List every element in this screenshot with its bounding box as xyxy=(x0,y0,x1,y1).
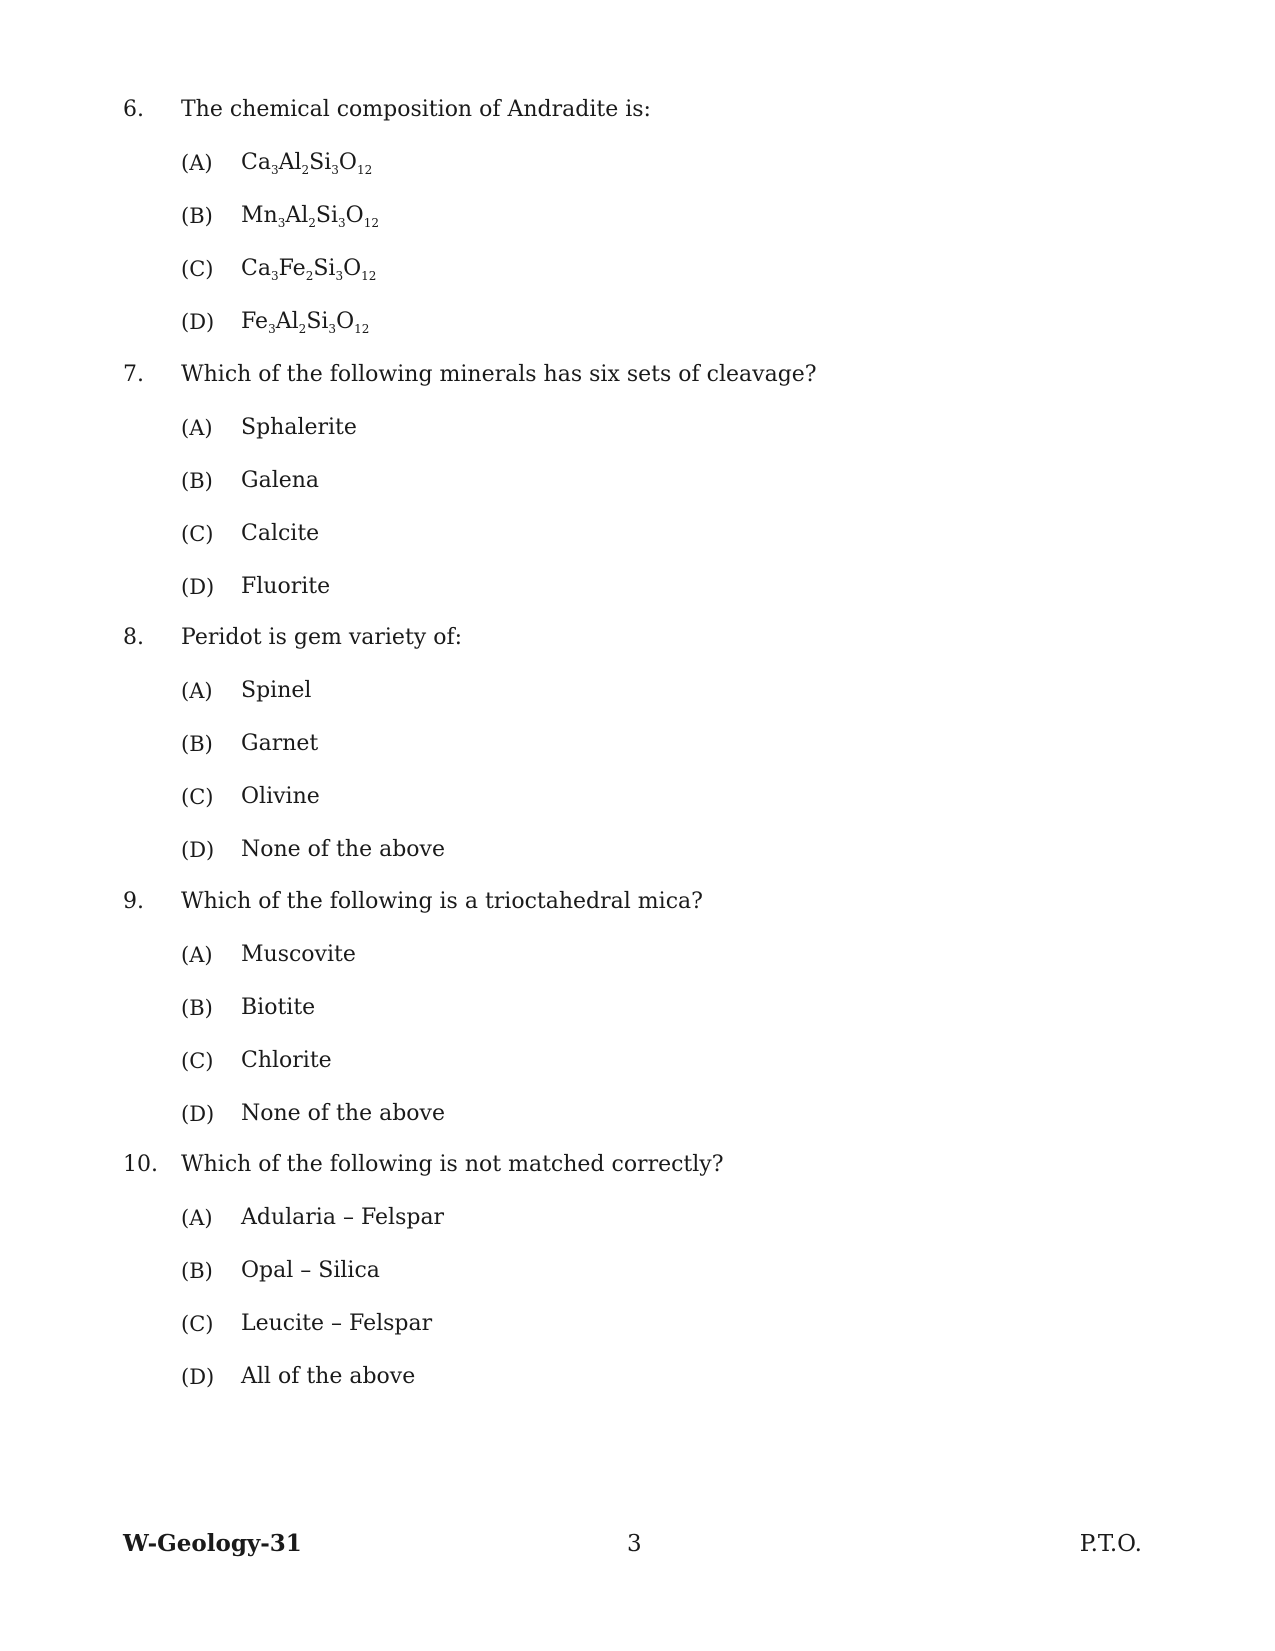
option-letter: (A) xyxy=(181,943,213,967)
question-text: Peridot is gem variety of: xyxy=(181,625,463,650)
answer-option xyxy=(0,1304,1275,1344)
answer-option xyxy=(0,249,1275,289)
option-letter: (C) xyxy=(181,1049,214,1073)
element-subscript: 3 xyxy=(270,269,279,283)
option-letter: (C) xyxy=(181,257,214,281)
answer-option xyxy=(0,1251,1275,1291)
element-subscript: 3 xyxy=(338,216,346,230)
chemical-formula xyxy=(241,196,379,236)
option-letter: (B) xyxy=(181,204,213,228)
question-text: The chemical composition of Andradite is: xyxy=(181,97,651,122)
option-text: All of the above xyxy=(241,1364,416,1389)
answer-option xyxy=(0,1198,1275,1238)
page-number: 3 xyxy=(627,1531,642,1557)
element-symbol: O xyxy=(338,150,357,175)
answer-option xyxy=(0,777,1275,817)
option-text: Fluorite xyxy=(241,574,331,599)
answer-option xyxy=(0,196,1275,236)
answer-option xyxy=(0,988,1275,1028)
paper-code: W-Geology-31 xyxy=(123,1530,302,1557)
question-text: Which of the following is a trioctahedral mica? xyxy=(181,889,703,914)
option-letter: (C) xyxy=(181,785,214,809)
answer-option xyxy=(0,1357,1275,1397)
element-symbol: Fe xyxy=(278,256,306,281)
answer-option xyxy=(0,671,1275,711)
option-letter: (B) xyxy=(181,996,213,1020)
chemical-formula xyxy=(241,302,369,342)
answer-option xyxy=(0,408,1275,448)
chemical-formula xyxy=(241,143,372,183)
option-letter: (D) xyxy=(181,838,215,862)
option-text: Galena xyxy=(241,468,320,493)
question-stem xyxy=(0,882,1275,922)
question-stem xyxy=(0,1145,1275,1185)
option-letter: (C) xyxy=(181,1312,214,1336)
element-subscript: 12 xyxy=(361,269,377,283)
question-stem xyxy=(0,90,1275,130)
question-number: 6. xyxy=(123,97,144,122)
element-symbol: O xyxy=(345,203,364,228)
option-text: None of the above xyxy=(241,837,445,862)
option-letter: (D) xyxy=(181,1365,215,1389)
element-subscript: 2 xyxy=(305,269,314,283)
answer-option xyxy=(0,830,1275,870)
option-text: Chlorite xyxy=(241,1048,332,1073)
option-text: Adularia – Felspar xyxy=(241,1205,445,1230)
option-text: Olivine xyxy=(241,784,320,809)
option-text: Muscovite xyxy=(241,942,356,967)
question-stem xyxy=(0,618,1275,658)
option-text: Garnet xyxy=(241,731,319,756)
question-text: Which of the following minerals has six sets of cleavage? xyxy=(181,362,817,387)
element-subscript: 2 xyxy=(308,216,316,230)
element-subscript: 12 xyxy=(356,163,373,177)
element-subscript: 3 xyxy=(328,322,337,336)
option-letter: (D) xyxy=(181,310,215,334)
element-subscript: 2 xyxy=(301,163,310,177)
question-text: Which of the following is not matched correctly? xyxy=(181,1152,724,1177)
option-letter: (D) xyxy=(181,575,215,599)
element-subscript: 3 xyxy=(270,163,279,177)
pto-label: P.T.O. xyxy=(1079,1531,1142,1557)
element-subscript: 3 xyxy=(331,163,339,177)
option-letter: (D) xyxy=(181,1102,215,1126)
option-letter: (B) xyxy=(181,1259,213,1283)
answer-option xyxy=(0,935,1275,975)
answer-option xyxy=(0,143,1275,183)
answer-option xyxy=(0,567,1275,607)
element-subscript: 3 xyxy=(335,269,344,283)
option-letter: (A) xyxy=(181,1206,213,1230)
option-letter: (C) xyxy=(181,522,214,546)
element-symbol: O xyxy=(343,256,362,281)
option-text: Leucite – Felspar xyxy=(241,1311,433,1336)
element-subscript: 3 xyxy=(277,216,286,230)
option-letter: (A) xyxy=(181,151,213,175)
element-symbol: Si xyxy=(309,150,332,175)
option-letter: (B) xyxy=(181,469,213,493)
element-subscript: 2 xyxy=(298,322,307,336)
question-number: 7. xyxy=(123,362,144,387)
element-symbol: Ca xyxy=(241,256,271,281)
element-symbol: Al xyxy=(278,150,302,175)
page-footer xyxy=(0,1524,1275,1564)
option-text: Calcite xyxy=(241,521,320,546)
answer-option xyxy=(0,514,1275,554)
element-symbol: Al xyxy=(285,203,309,228)
answer-option xyxy=(0,1094,1275,1134)
element-subscript: 12 xyxy=(354,322,370,336)
option-text: Sphalerite xyxy=(241,415,357,440)
element-subscript: 3 xyxy=(268,322,276,336)
question-stem xyxy=(0,355,1275,395)
option-letter: (B) xyxy=(181,732,213,756)
option-text: Biotite xyxy=(241,995,316,1020)
element-symbol: Si xyxy=(313,256,336,281)
chemical-formula xyxy=(241,249,376,289)
element-symbol: Mn xyxy=(241,203,278,228)
option-letter: (A) xyxy=(181,679,213,703)
question-number: 9. xyxy=(123,889,144,914)
element-symbol: Si xyxy=(315,203,339,228)
element-symbol: O xyxy=(336,309,355,334)
question-number: 8. xyxy=(123,625,144,650)
question-number: 10. xyxy=(123,1152,158,1177)
option-letter: (A) xyxy=(181,416,213,440)
element-subscript: 12 xyxy=(363,216,379,230)
answer-option xyxy=(0,302,1275,342)
option-text: Opal – Silica xyxy=(241,1258,380,1283)
element-symbol: Al xyxy=(275,309,299,334)
element-symbol: Ca xyxy=(241,150,271,175)
answer-option xyxy=(0,1041,1275,1081)
element-symbol: Fe xyxy=(241,309,269,334)
answer-option xyxy=(0,724,1275,764)
option-text: Spinel xyxy=(241,678,312,703)
element-symbol: Si xyxy=(306,309,329,334)
answer-option xyxy=(0,461,1275,501)
option-text: None of the above xyxy=(241,1101,445,1126)
